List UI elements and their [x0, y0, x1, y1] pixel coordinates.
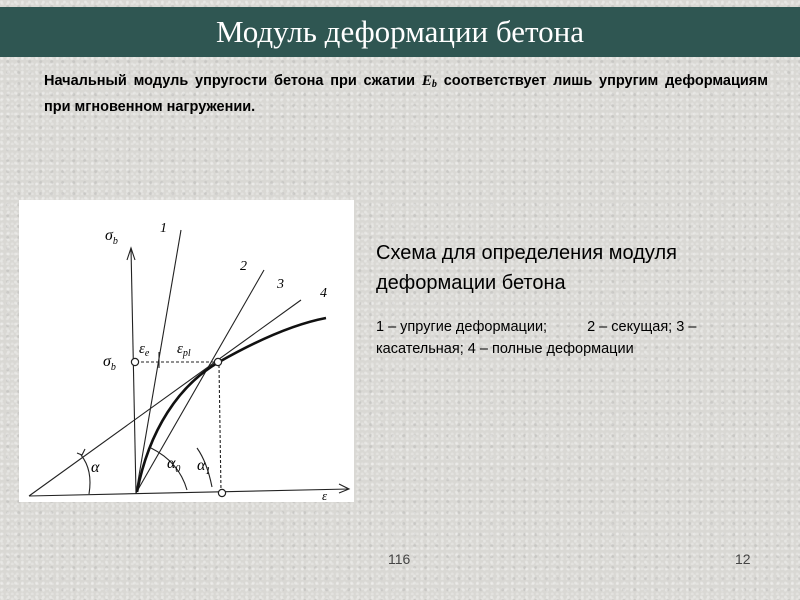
- curve-4-full-deformation: [137, 318, 326, 492]
- eps-axis-label: ε: [322, 488, 328, 502]
- eps-pl-label: $\varepsilon_{pl}$: [177, 341, 191, 359]
- line-1-label: 1: [160, 221, 167, 236]
- page-number-left: 116: [388, 551, 411, 567]
- eps-e-label: $\varepsilon_e$: [139, 341, 150, 359]
- curve-point-marker: [214, 358, 221, 365]
- diagram-caption-title: Схема для определения модуля деформации бетона: [376, 242, 677, 294]
- diagram-svg: [19, 200, 354, 502]
- intro-paragraph: [44, 70, 768, 118]
- alpha0-label: $\alpha_0$: [167, 455, 181, 475]
- strain-dropline-dashed: [219, 365, 221, 492]
- deformation-diagram: [19, 200, 354, 502]
- slide-title: Модуль деформации бетона: [0, 7, 800, 57]
- alpha-label: α: [91, 459, 100, 476]
- line-3-label: 3: [277, 277, 284, 292]
- strain-point-marker: [218, 489, 225, 496]
- intro-symbol: $E_b$: [421, 73, 437, 90]
- line-2-label: 2: [240, 259, 247, 274]
- intro-text-part2: соответствует лишь упругим деформациям при мгновенном нагружении.: [44, 73, 768, 115]
- legend-item-2: 2 – секущая; 3 – касательная; 4 – полные деформации: [376, 319, 697, 357]
- alpha-arc-arrow: [77, 449, 85, 455]
- intro-symbol-sub: b: [431, 79, 437, 90]
- diagram-legend: [376, 316, 766, 360]
- alpha-arc: [81, 455, 90, 494]
- intro-text-part1: Начальный модуль упругости бетона при сжатии: [44, 73, 422, 89]
- horizontal-axis-arrow: [339, 484, 349, 493]
- line-3-tangent: [29, 300, 301, 496]
- legend-item-1: 1 – упругие деформации;: [376, 319, 548, 335]
- sigma-point-marker: [131, 358, 138, 365]
- sigma-axis-label: $\sigma_b$: [105, 227, 118, 247]
- horizontal-axis: [29, 489, 349, 496]
- vertical-axis: [131, 248, 136, 494]
- alpha1-label: $\alpha_1$: [197, 457, 211, 477]
- line-4-label: 4: [320, 286, 327, 301]
- page-number-right: 12: [735, 551, 751, 567]
- sigma-point-label: $\sigma_b$: [103, 353, 116, 373]
